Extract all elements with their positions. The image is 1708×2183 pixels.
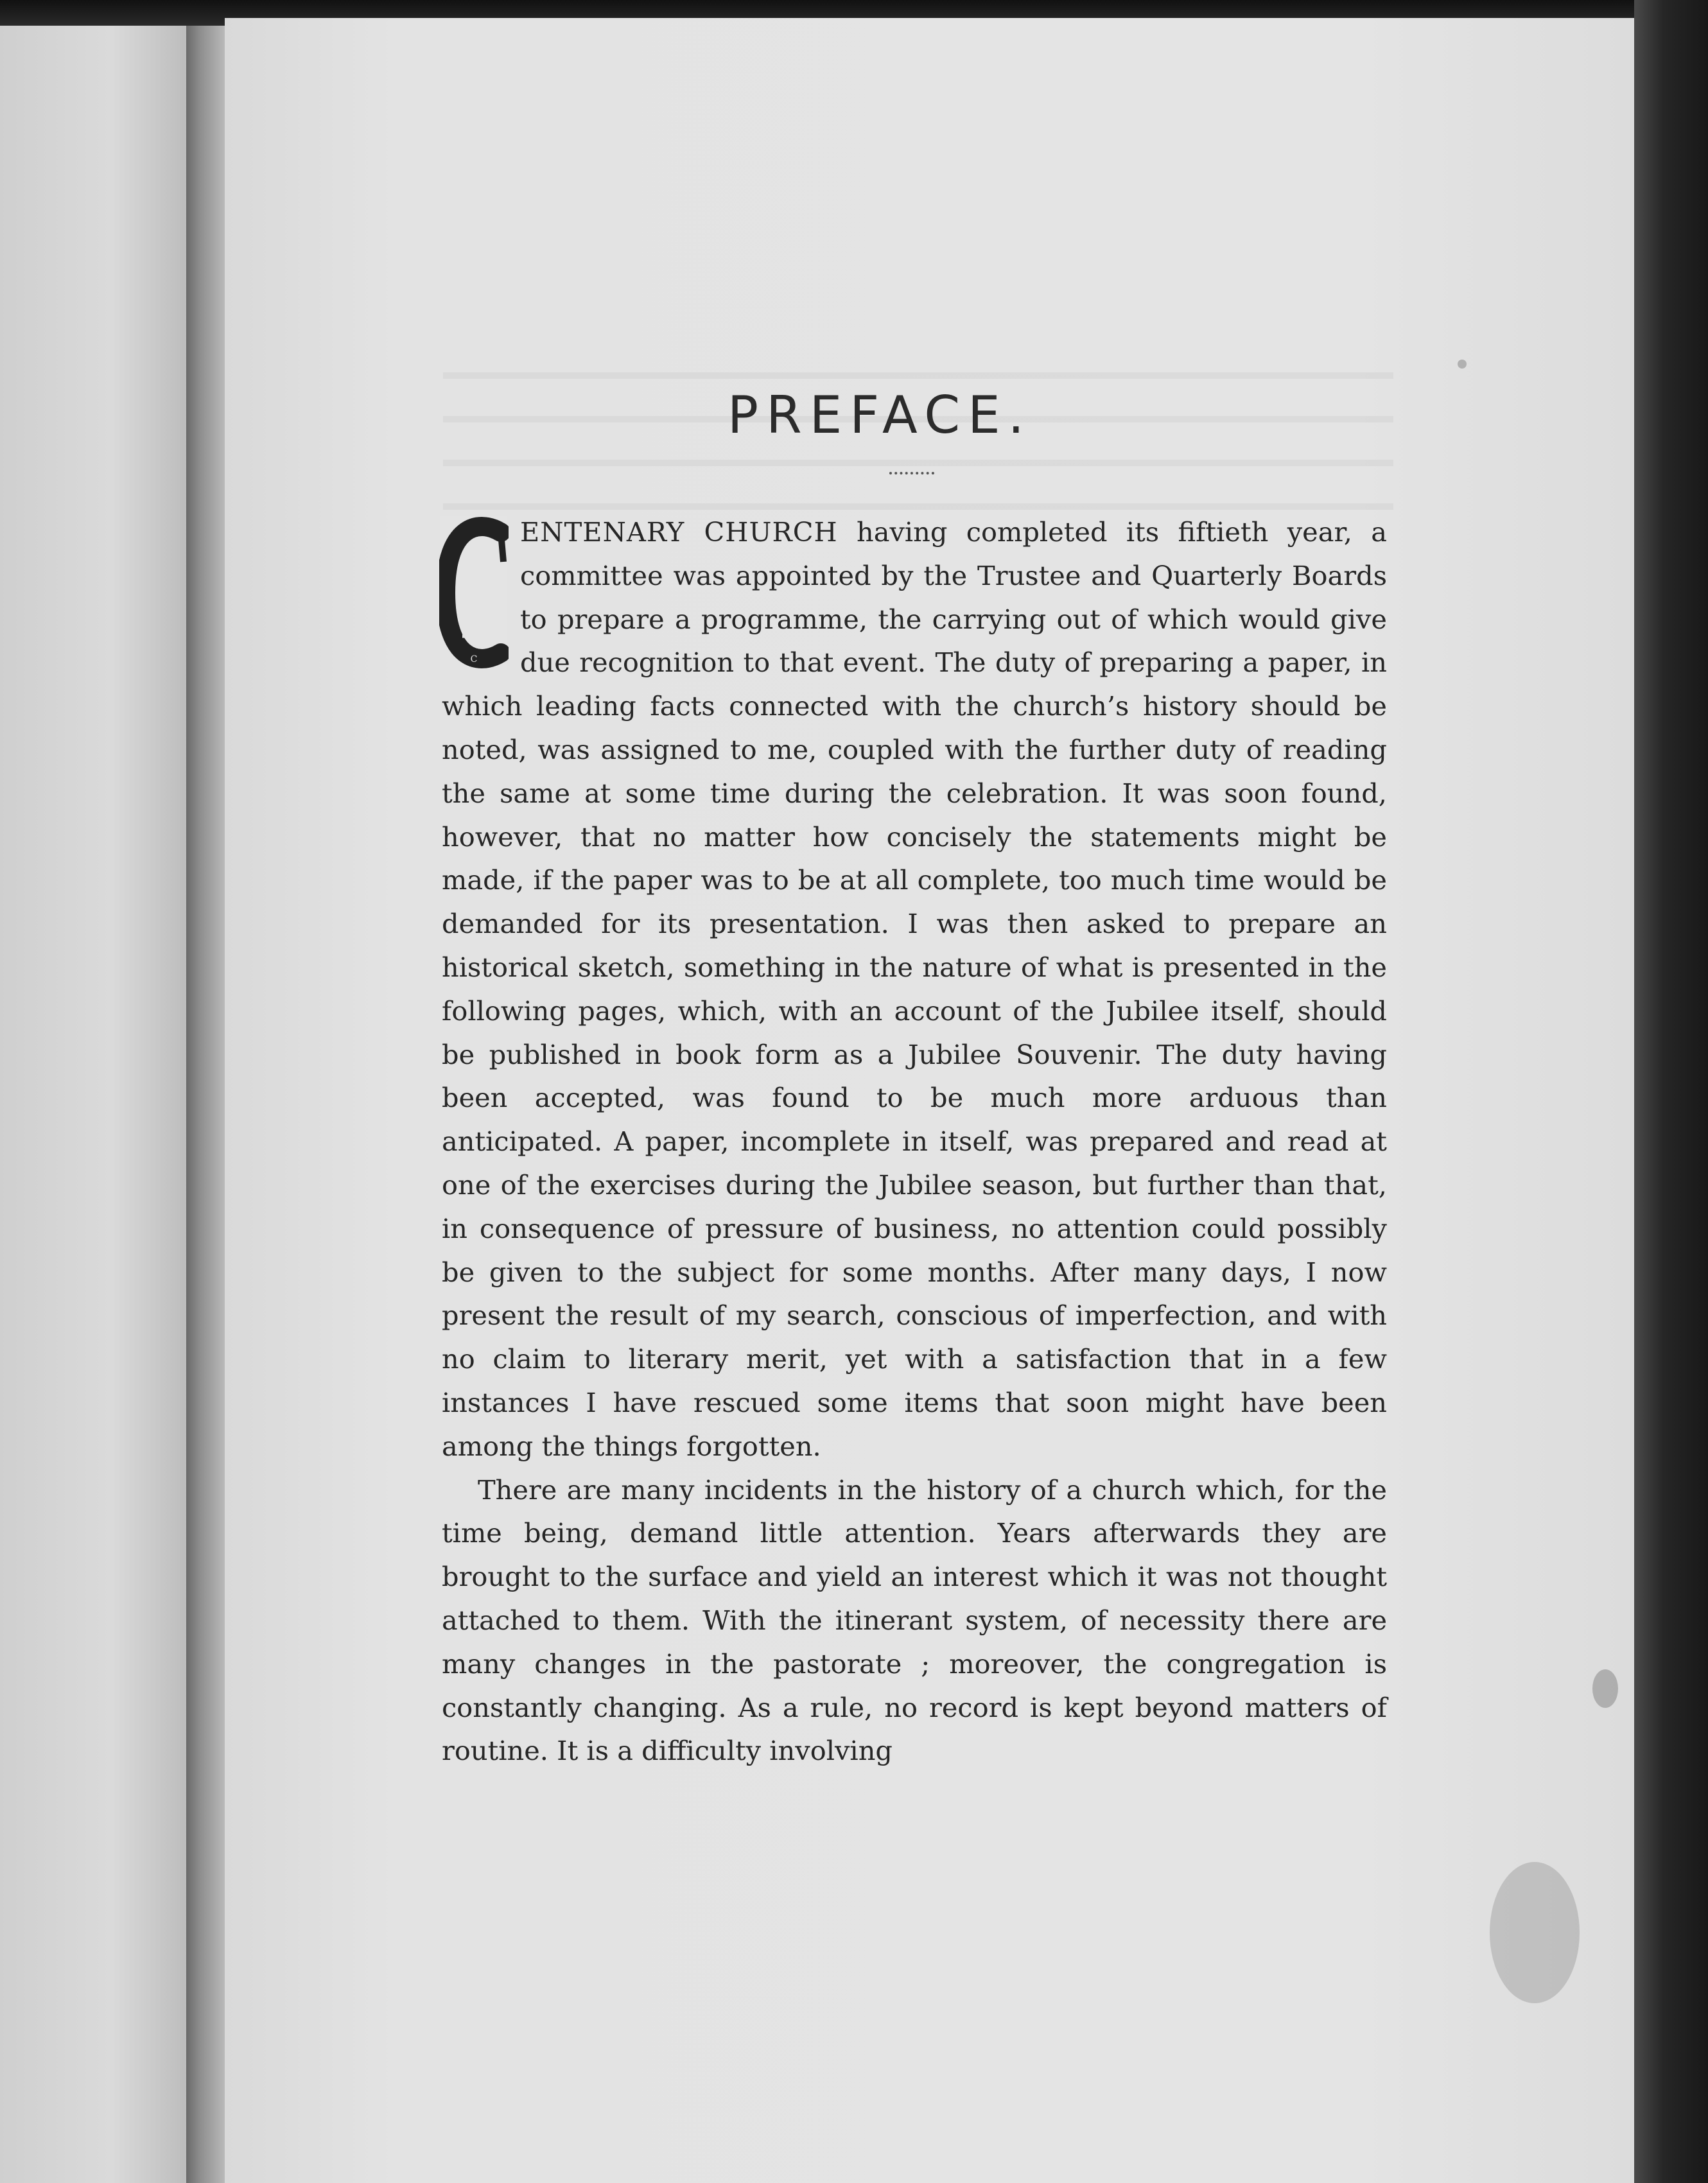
page-title: PREFACE. — [727, 385, 1033, 445]
drop-cap-ornament — [439, 514, 509, 672]
left-page-blank — [0, 26, 186, 2183]
title-ornament-rule — [889, 472, 934, 474]
scan-speck — [1592, 1669, 1618, 1708]
scan-speck — [1458, 360, 1467, 369]
show-through-line — [443, 503, 1393, 510]
paragraph-1-text: having completed its fiftieth year, a committee was appointed by the Trustee and Quarterly Boards to prepare a programme, the carrying out of which would give due recognition to that event. The duty of preparing a paper, in which leading facts connected with the church’s history should be noted, was assigned to me, coupled with the further duty of reading the same at some time during the celebration. It was soon found, however, that no matter how concisely the statements might be made, if the paper was to be at all complete, too much time would be demanded for its presentation. I was then asked to prepare an historical sketch, something in the nature of what is presented in the following pages, which, with an account of the Jubilee itself, should be published in book form as a Jubilee Souvenir. The duty having been accepted, was found to be much more arduous than anticipated. A paper, incomplete in itself, was prepared and read at one of the exercises during the Jubilee season, but further than that, in consequence of pressure of business, no attention could possibly be given to the subject for some months. After many days, I now present the result of my search, conscious of imperfection, and with no claim to literary merit, yet with a satisfaction that in a few instances I have rescued some items that soon might have been among the things forgotten. — [442, 516, 1387, 1462]
paragraph-2: There are many incidents in the history of a church which, for the time being, demand little attention. Years afterwards they are brought to the surface and yield an interest which it was not thought attached to them. With the itinerant system, of necessity there are many changes in the pastorate ; moreover, the congregation is constantly changing. As a rule, no record is kept beyond matters of routine. It is a difficulty involving — [442, 1474, 1387, 1767]
preface-body — [442, 510, 1387, 1773]
foxing-stain — [1490, 1862, 1580, 2003]
show-through-line — [443, 372, 1393, 379]
right-scan-edge — [1634, 0, 1708, 2183]
opening-words: ENTENARY CHURCH — [520, 516, 838, 548]
svg-text:C: C — [470, 654, 478, 665]
book-gutter — [186, 26, 225, 2183]
paragraph-1 — [442, 510, 1387, 1468]
show-through-line — [443, 460, 1393, 466]
